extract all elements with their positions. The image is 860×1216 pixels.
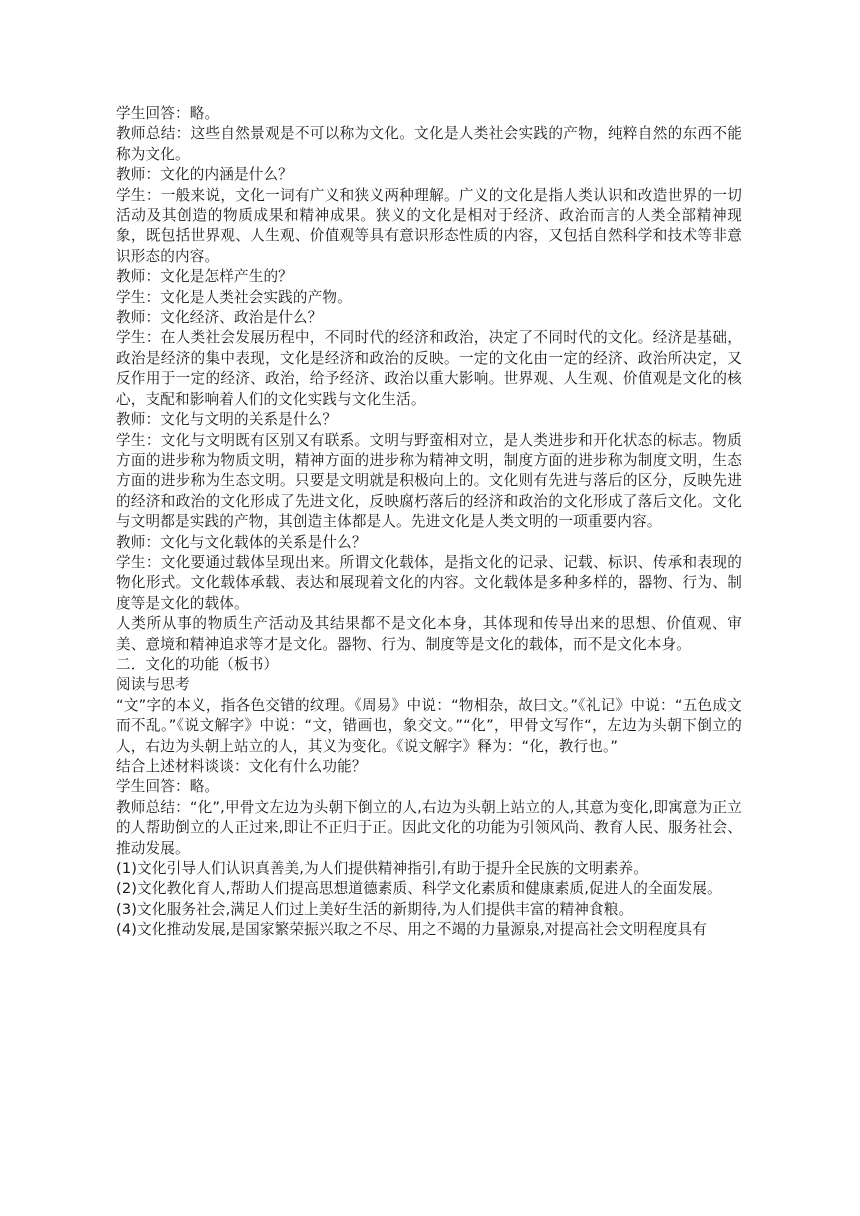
student-answer: 学生：一般来说，文化一词有广义和狭义两种理解。广义的文化是指人类认识和改造世界的一切活动及其创造的物质成果和精神成果。狭义的文化是相对于经济、政治而言的人类全部精神现象，既包括世界观、人生观、价值观等具有意识形态性质的内容，又包括自然科学和技术等非意识形态的内容。 bbox=[116, 186, 742, 265]
teacher-summary: 教师总结：这些自然景观是不可以称为文化。文化是人类社会实践的产物，纯粹自然的东西不能称为文化。 bbox=[116, 125, 742, 163]
teacher-question: 教师：文化与文明的关系是什么？ bbox=[116, 411, 338, 429]
list-item: (2)文化教化育人,帮助人们提高思想道德素质、科学文化素质和健康素质,促进人的全面发展。 bbox=[116, 880, 722, 898]
teacher-question: 教师：文化与文化载体的关系是什么？ bbox=[116, 533, 367, 551]
list-item: (1)文化引导人们认识真善美,为人们提供精神指引,有助于提升全民族的文明素养。 bbox=[116, 860, 648, 878]
teacher-question: 教师：文化的内涵是什么？ bbox=[116, 166, 293, 184]
list-item: (4)文化推动发展,是国家繁荣振兴取之不尽、用之不竭的力量源泉,对提高社会文明程度具有 bbox=[116, 921, 707, 939]
student-answer: 学生回答：略。 bbox=[116, 778, 220, 796]
document-page bbox=[116, 104, 742, 941]
student-answer: 学生回答：略。 bbox=[116, 105, 220, 122]
discussion-prompt: 结合上述材料谈谈：文化有什么功能？ bbox=[116, 758, 367, 775]
reading-material: “文”字的本义，指各色交错的纹理。《周易》中说：“物相杂，故曰文。”《礼记》中说：“五色成文而不乱。”《说文解字》中说：“文，错画也，象交文。”“化”，甲骨文写作“，左边为头朝下倒立的人，右边为头朝上站立的人，其义为变化。《说文解字》释为：“化，教行也。” bbox=[116, 696, 742, 755]
list-item: (3)文化服务社会,满足人们过上美好生活的新期待,为人们提供丰富的精神食粮。 bbox=[116, 900, 634, 918]
student-answer: 学生：在人类社会发展历程中，不同时代的经济和政治，决定了不同时代的文化。经济是基础，政治是经济的集中表现，文化是经济和政治的反映。一定的文化由一定的经济、政治所决定，又反作用于一定的经济、政治，给予经济、政治以重大影响。世界观、人生观、价值观是文化的核心，支配和影响着人们的文化实践与文化生活。 bbox=[116, 329, 742, 408]
teacher-question: 教师：文化经济、政治是什么？ bbox=[116, 309, 323, 327]
student-answer: 学生：文化要通过载体呈现出来。所谓文化载体，是指文化的记录、记载、标识、传承和表现的物化形式。文化载体承载、表达和展现着文化的内容。文化载体是多种多样的，器物、行为、制度等是文化的载体。 bbox=[116, 553, 742, 612]
teacher-question: 教师：文化是怎样产生的？ bbox=[116, 268, 293, 286]
body-paragraph: 人类所从事的物质生产活动及其结果都不是文化本身，其体现和传导出来的思想、价值观、审美、意境和精神追求等才是文化。器物、行为、制度等是文化的载体，而不是文化本身。 bbox=[116, 615, 742, 653]
student-answer: 学生：文化与文明既有区别又有联系。文明与野蛮相对立，是人类进步和开化状态的标志。物质方面的进步称为物质文明，精神方面的进步称为精神文明，制度方面的进步称为制度文明，生态方面的进步称为生态文明。只要是文明就是积极向上的。文化则有先进与落后的区分，反映先进的经济和政治的文化形成了先进文化，反映腐朽落后的经济和政治的文化形成了落后文化。文化与文明都是实践的产物，其创造主体都是人。先进文化是人类文明的一项重要内容。 bbox=[116, 431, 742, 531]
subheading: 阅读与思考 bbox=[116, 676, 190, 694]
section-heading: 二．文化的功能（板书） bbox=[116, 655, 279, 673]
teacher-summary: 教师总结：“化”,甲骨文左边为头朝下倒立的人,右边为头朝上站立的人,其意为变化,即寓意为正立的人帮助倒立的人正过来,即让不正归于正。因此文化的功能为引领风尚、教育人民、服务社会、推动发展。 bbox=[116, 798, 742, 857]
student-answer: 学生：文化是人类社会实践的产物。 bbox=[116, 288, 352, 306]
